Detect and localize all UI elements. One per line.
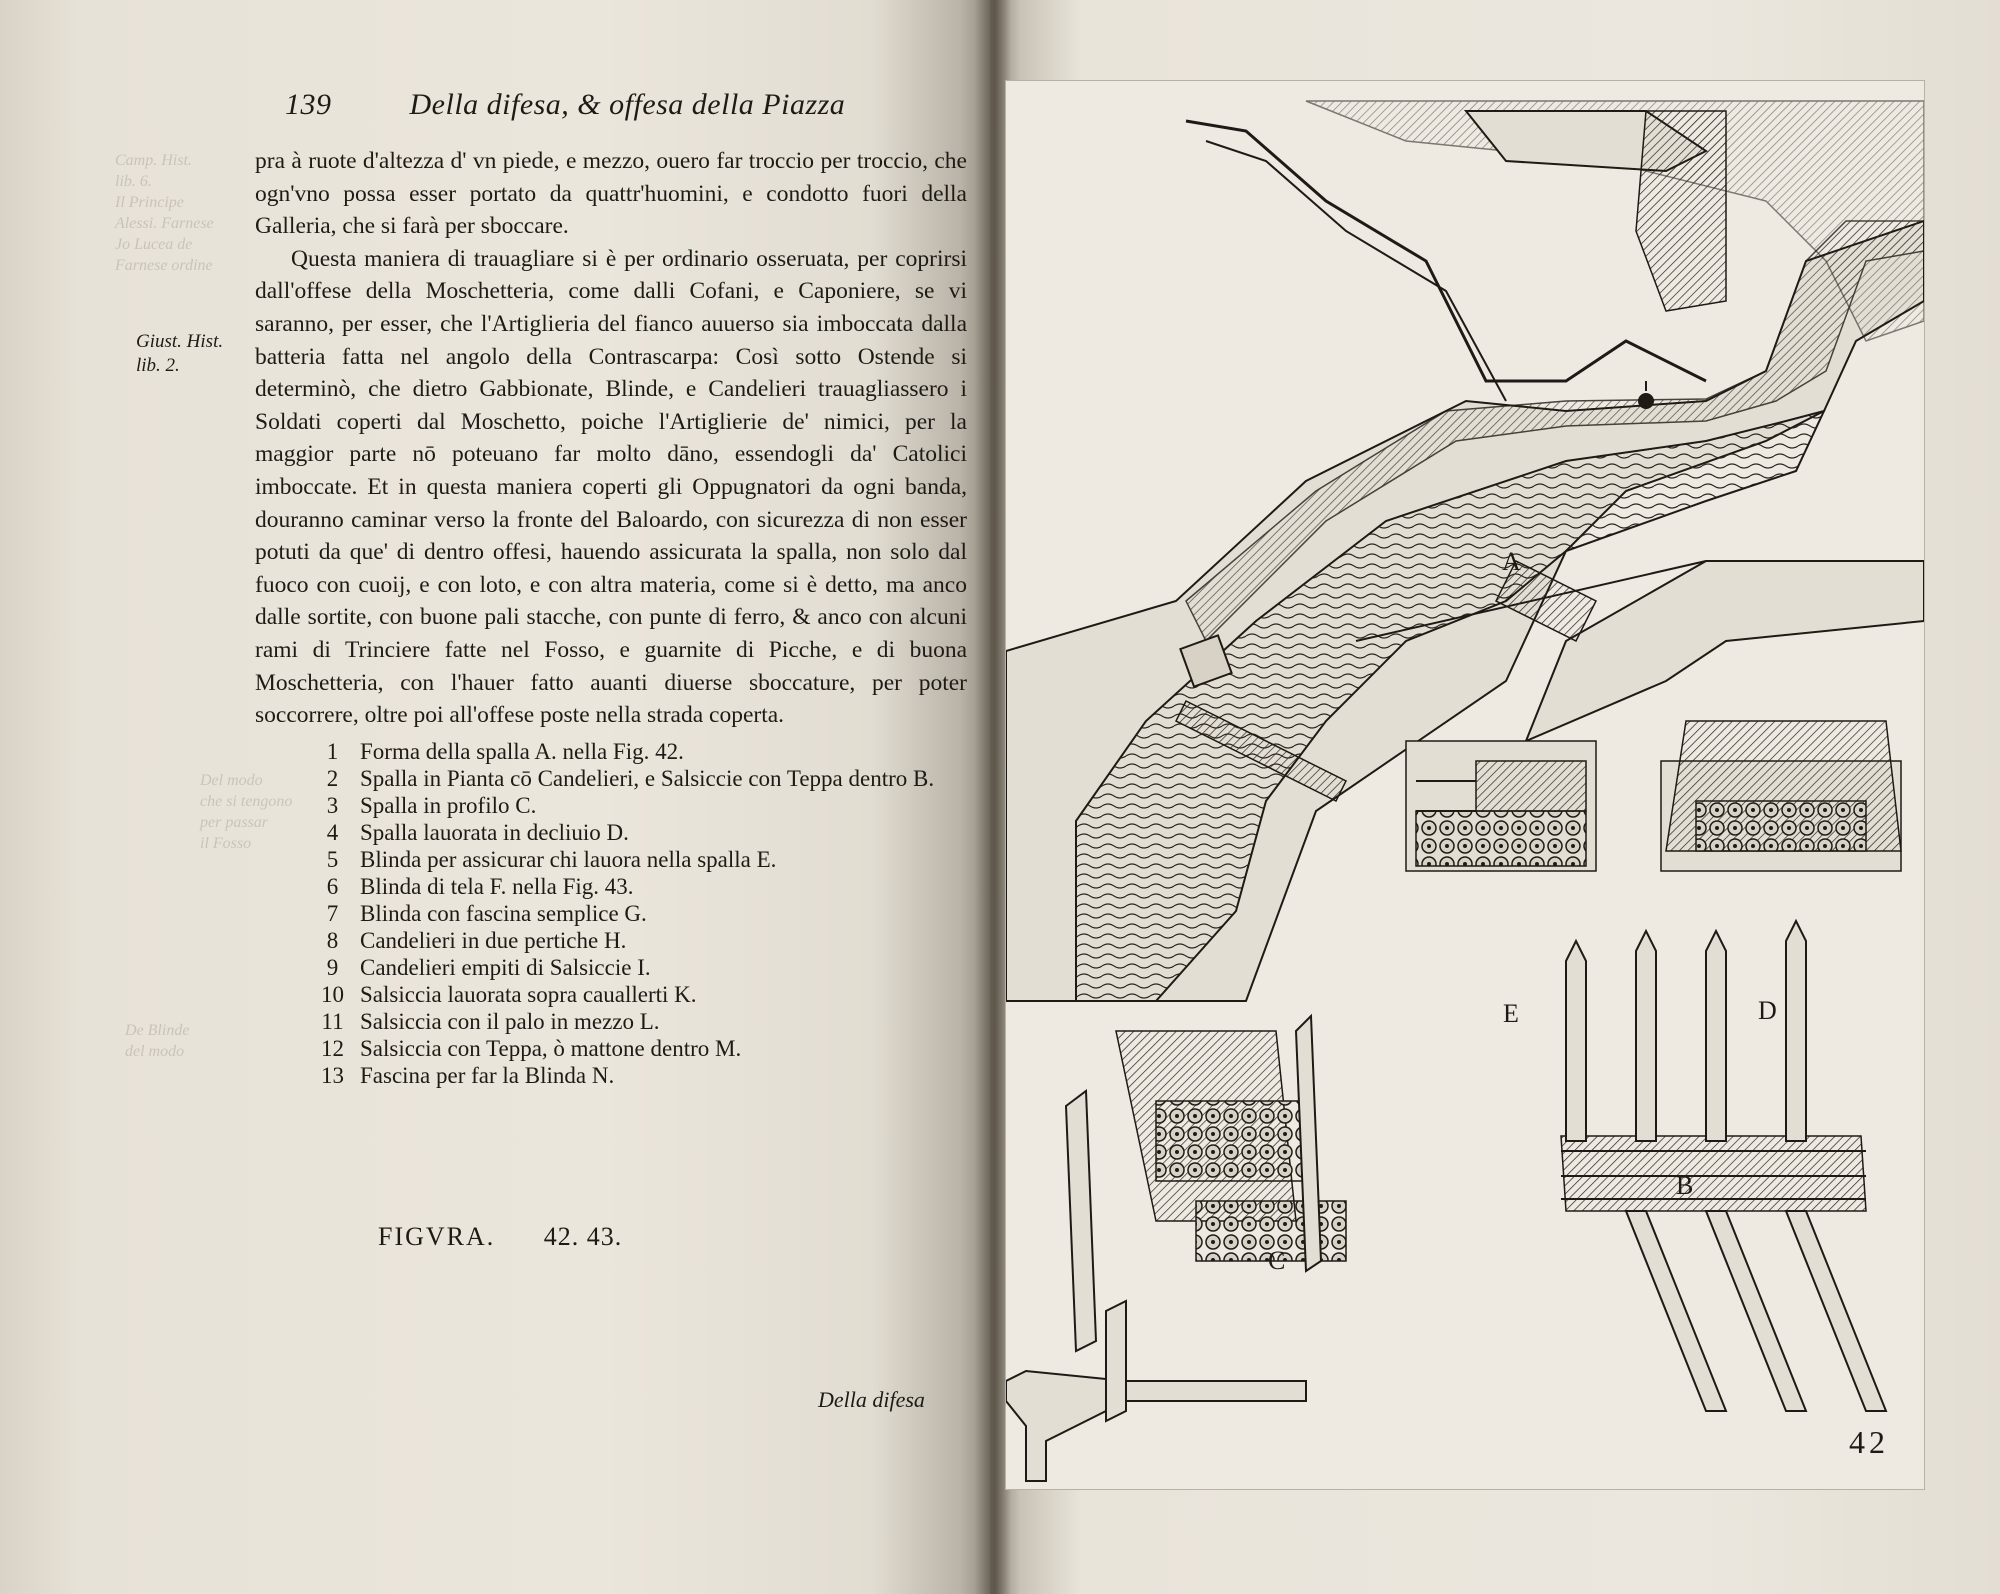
legend-number: 5 xyxy=(326,847,339,872)
legend-text: Blinda per assicurar chi lauora nella spalla E. xyxy=(360,847,777,872)
legend-row xyxy=(305,927,934,954)
legend-row xyxy=(305,819,934,846)
legend-text: Salsiccia lauorata sopra cauallerti K. xyxy=(360,982,697,1007)
running-header xyxy=(285,88,845,122)
plate-label-c: C xyxy=(1268,1246,1286,1275)
spalla-plan-figure-b xyxy=(1561,921,1886,1411)
spalla-figure-d xyxy=(1661,721,1901,871)
folio-number: 139 xyxy=(285,88,332,121)
legend-text: Candelieri empiti di Salsiccie I. xyxy=(360,955,651,980)
legend-row xyxy=(305,1062,934,1089)
figure-caption xyxy=(378,1222,622,1252)
plate-label-e: E xyxy=(1503,999,1519,1028)
legend-number: 4 xyxy=(326,820,339,845)
plate-label-b: B xyxy=(1676,1171,1694,1200)
legend-row xyxy=(305,954,934,981)
body-text xyxy=(255,145,967,732)
fortification-engraving xyxy=(1006,81,1924,1489)
legend-number: 13 xyxy=(321,1063,344,1088)
paragraph: Questa maniera di trauagliare si è per ordinario osseruata, per coprirsi dall'offese della Moschetteria, come dalli Cofani, e Caponiere, se vi saranno, per esser, che l'Artiglieria del fianco auuerso sia imboccata dalla batteria fatta nel angolo della Contrascarpa: Così sotto Ostende si determinò, che dietro Gabbionate, Blinde, e Candelieri trauagliassero i Soldati coperti dal Moschetto, poiche l'Artiglierie de' nimici, per la maggior parte nō poteuano far molto dāno, essendogli da' Catolici imboccate. Et in questa maniera coperti gli Oppugnatori da ogni banda, douranno caminar verso la fronte del Baloardo, con sicurezza di non esser potuti da que' di dentro offesi, hauendo assicurata la spalla, non solo dal fuoco con cuoij, e con loto, e con altra materia, come si è detto, ma anco dalle sortite, con buone pali stacche, con punte di ferro, & anco con alcuni rami di Trinciere fatte nel Fosso, e guarnite di Picche, e di buona Moschetteria, con l'hauer fatto auanti diuerse sboccature, per poter soccorrere, oltre poi all'offese poste nella strada coperta. xyxy=(255,245,967,729)
marginal-note-line: Giust. Hist. xyxy=(136,331,224,352)
running-title: Della difesa, & offesa della Piazza xyxy=(409,88,846,121)
legend-row xyxy=(305,765,934,792)
legend-number: 10 xyxy=(321,982,344,1007)
plate-number: 42 xyxy=(1849,1424,1889,1460)
spalla-profile-figure-c xyxy=(1006,1016,1346,1481)
legend-row xyxy=(305,738,934,765)
bleed-through-marginalia: Del modo che si tengono per passar il Fosso xyxy=(200,772,293,852)
legend-text: Forma della spalla A. nella Fig. 42. xyxy=(360,739,684,764)
legend-text: Salsiccia con Teppa, ò mattone dentro M. xyxy=(360,1036,742,1061)
catchword: Della difesa xyxy=(818,1387,925,1412)
engraved-plate xyxy=(1005,80,1925,1490)
bleed-through-marginalia: De Blinde del modo xyxy=(125,1022,190,1060)
legend-number: 1 xyxy=(326,739,339,764)
legend-text: Salsiccia con il palo in mezzo L. xyxy=(360,1009,660,1034)
marginal-note xyxy=(136,330,223,378)
legend-text: Blinda con fascina semplice G. xyxy=(360,901,647,926)
legend-number: 7 xyxy=(326,901,339,926)
legend-row xyxy=(305,981,934,1008)
legend-row xyxy=(305,900,934,927)
plate-label-a: A xyxy=(1502,547,1521,576)
legend-number: 8 xyxy=(326,928,339,953)
legend-text: Fascina per far la Blinda N. xyxy=(360,1063,615,1088)
legend-text: Spalla in profilo C. xyxy=(360,793,537,818)
marginal-note-line: lib. 2. xyxy=(136,355,180,376)
blinda-figure-e xyxy=(1406,741,1596,871)
figure-caption-numbers: 42. 43. xyxy=(543,1222,623,1251)
legend-number: 2 xyxy=(326,766,339,791)
legend-text: Blinda di tela F. nella Fig. 43. xyxy=(360,874,634,899)
legend-text: Candelieri in due pertiche H. xyxy=(360,928,627,953)
figure-legend xyxy=(305,738,934,1089)
legend-number: 6 xyxy=(326,874,339,899)
figure-caption-label: FIGVRA. xyxy=(378,1222,496,1251)
legend-number: 12 xyxy=(321,1036,344,1061)
legend-number: 11 xyxy=(321,1009,344,1034)
legend-text: Spalla in Pianta cō Candelieri, e Salsiccie con Teppa dentro B. xyxy=(360,766,935,791)
legend-text: Spalla lauorata in decliuio D. xyxy=(360,820,629,845)
legend-row xyxy=(305,846,934,873)
legend-number: 3 xyxy=(326,793,339,818)
bleed-through-marginalia: Camp. Hist. lib. 6. Il Principe Alessi. Farnese Jo Lucea de Farnese ordine xyxy=(115,152,214,274)
legend-row xyxy=(305,792,934,819)
paragraph: pra à ruote d'altezza d' vn piede, e mezzo, ouero far troccio per troccio, che ogn'vno possa esser portato da quattr'huomini, e condotto fuori della Galleria, che si farà per sboccare. xyxy=(255,148,967,240)
legend-row xyxy=(305,1008,934,1035)
legend-number: 9 xyxy=(326,955,339,980)
legend-row xyxy=(305,1035,934,1062)
legend-row xyxy=(305,873,934,900)
plate-label-d: D xyxy=(1758,996,1777,1025)
left-page xyxy=(0,0,990,1594)
